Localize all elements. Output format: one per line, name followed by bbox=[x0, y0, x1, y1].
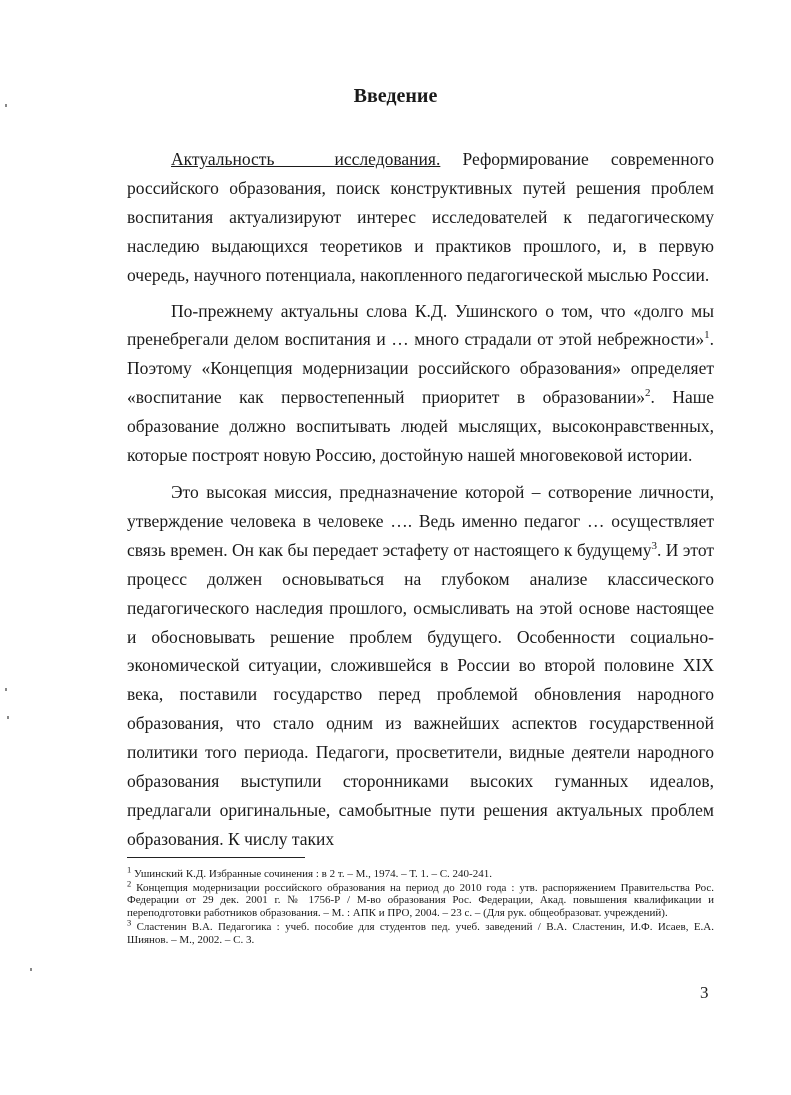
scan-speck bbox=[5, 688, 7, 691]
paragraph-text: Реформирование современного российского образования, поиск конструктивных путей решения проблем воспитания актуализируют интерес исследователей к педагогическому наследию выдающихся теоретиков и практиков прошлого, и, в первую очередь, научного потенциала, накопленного педагогической мыслью России. bbox=[127, 149, 714, 285]
scan-speck bbox=[7, 716, 9, 719]
paragraph-text: По-прежнему актуальны слова К.Д. Ушинского о том, что «долго мы пренебрегали делом воспитания и … много страдали от этой небрежности» bbox=[127, 300, 714, 350]
footnote-text: Ушинский К.Д. Избранные сочинения : в 2 т. – М., 1974. – Т. 1. – С. 240-241. bbox=[131, 868, 492, 880]
footnote-text: Сластенин В.А. Педагогика : учеб. пособие для студентов пед. учеб. заведений / В.А. Сластенин, И.Ф. Исаев, Е.А. Шиянов. – М., 2002. – С. 3. bbox=[127, 920, 714, 946]
footnote-separator bbox=[127, 857, 305, 858]
scan-speck bbox=[5, 104, 7, 107]
paragraph-text: Это высокая миссия, предназначение которой – сотворение личности, утверждение человека в человеке …. Ведь именно педагог … осуществляет связь времен. Он как бы передает эстафету от настоящего к будущему bbox=[127, 481, 714, 560]
paragraph-text: . Поэтому «Концепция модернизации российского образования» определяет «воспитание как первостепенный приоритет в образовании» bbox=[127, 329, 714, 408]
paragraph-relevance bbox=[127, 145, 714, 290]
page-title: Введение bbox=[353, 85, 438, 107]
footnote-2 bbox=[127, 878, 714, 920]
footnotes bbox=[127, 864, 714, 947]
footnote-text: Концепция модернизации российского образования на период до 2010 года : утв. распоряжением Правительства Рос. Федерации от 29 дек. 2001 г. № 1756-Р / М-во образования Рос. Федерации, Акад. повышения квалификации и переподготовки работников образования. – М. : АПК и ПРО, 2004. – 23 с. – (Для рук. общеобразоват. учреждений). bbox=[127, 881, 714, 920]
section-lead-underlined: Актуальность исследования. bbox=[171, 149, 441, 169]
footnote-number: 3 bbox=[127, 917, 132, 928]
footnote-1 bbox=[127, 864, 714, 881]
scan-speck bbox=[30, 968, 32, 971]
footnote-ref-3[interactable]: 3 bbox=[651, 539, 657, 552]
footnote-3 bbox=[127, 917, 714, 946]
footnote-number: 2 bbox=[127, 878, 132, 889]
footnote-ref-2[interactable]: 2 bbox=[645, 387, 651, 400]
page-number: 3 bbox=[700, 983, 709, 1002]
footnote-ref-1[interactable]: 1 bbox=[704, 329, 710, 342]
paragraph-mission bbox=[127, 478, 714, 854]
main-text bbox=[127, 145, 714, 862]
paragraph-text: . И этот процесс должен основываться на глубоком анализе классического педагогического наследия прошлого, осмысливать на этой основе настоящее и обосновывать решение проблем будущего. Особенности социально-экономической ситуации, сложившейся в России во второй половине XIX века, поставили государство перед проблемой обновления народного образования, что стало одним из важнейших аспектов государственной политики того периода. Педагоги, просветители, видные деятели народного образования выступили сторонниками высоких гуманных идеалов, предлагали оригинальные, самобытные пути решения актуальных проблем образования. К числу таких bbox=[127, 539, 714, 849]
paragraph-text: . Наше образование должно воспитывать людей мыслящих, высоконравственных, которые построят новую Россию, достойную нашей многовековой истории. bbox=[127, 387, 714, 466]
footnote-number: 1 bbox=[127, 864, 132, 875]
paragraph-ushinsky bbox=[127, 297, 714, 470]
